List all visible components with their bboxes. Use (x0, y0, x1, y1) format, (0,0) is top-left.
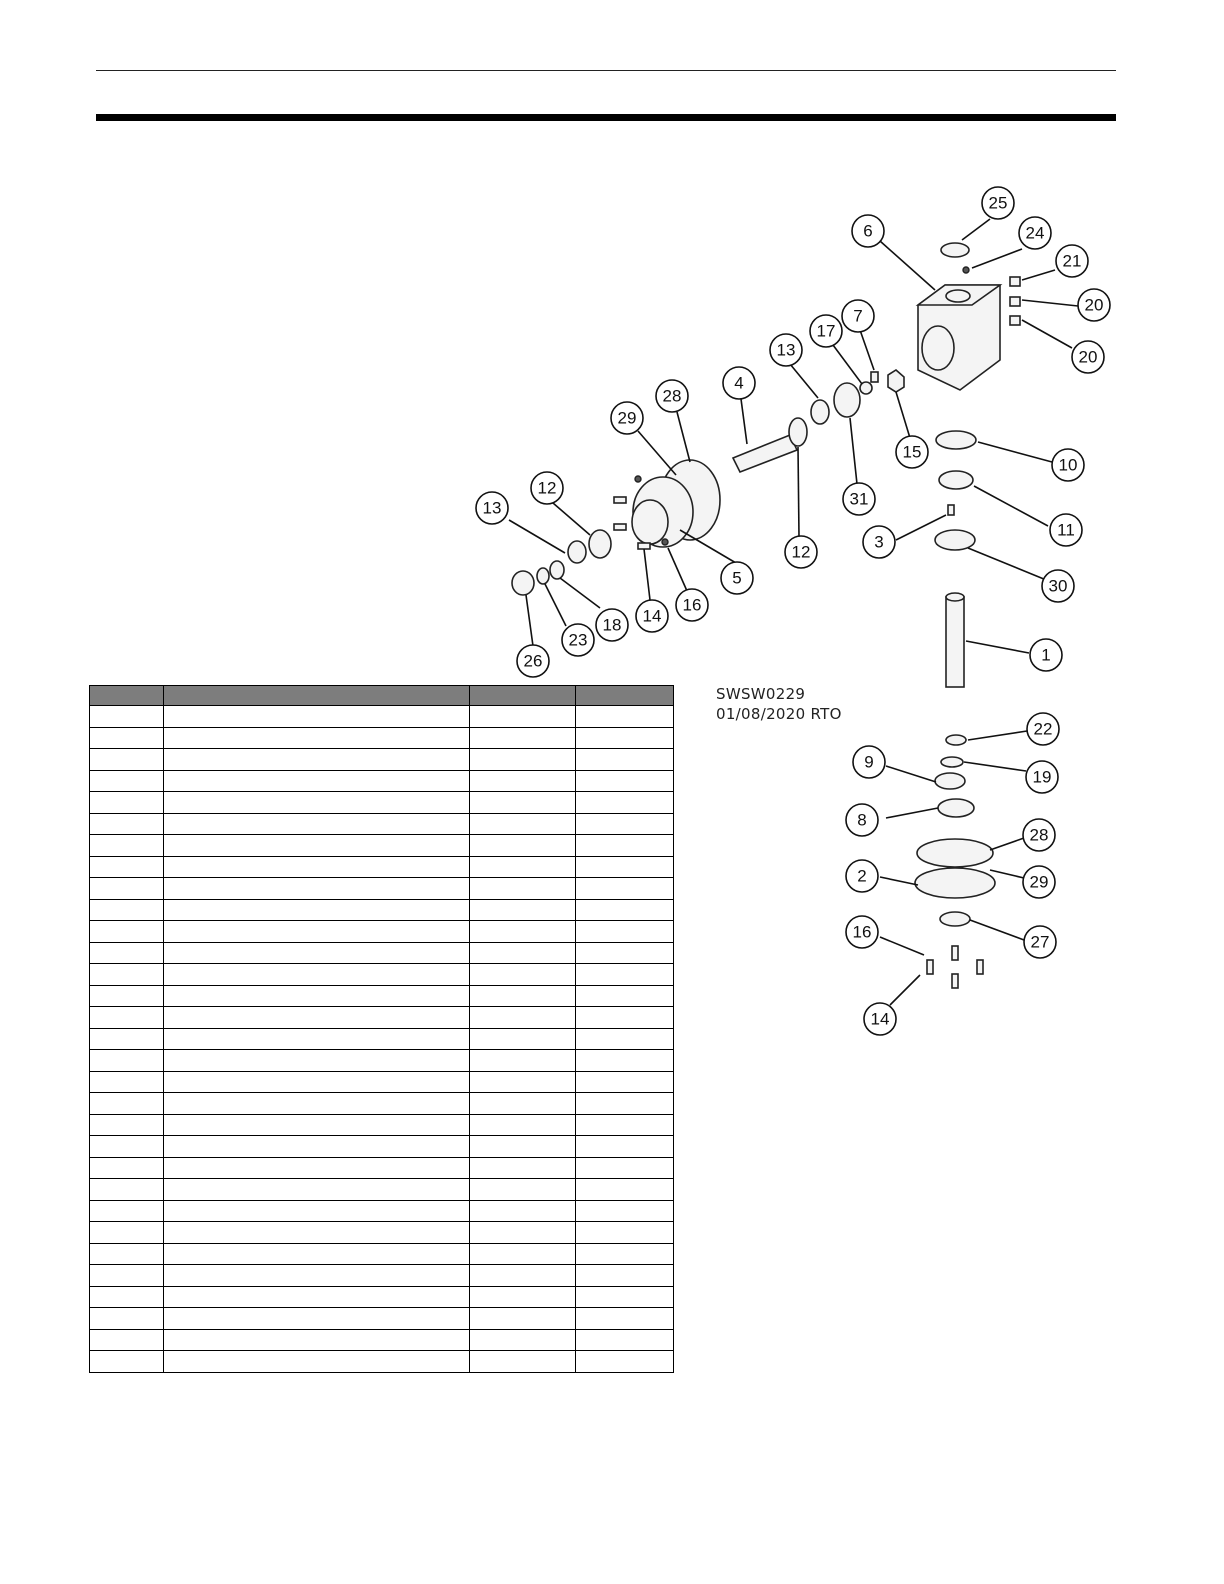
table-cell (576, 921, 674, 943)
table-row (90, 1286, 674, 1308)
svg-text:6: 6 (863, 221, 873, 241)
table-row (90, 899, 674, 921)
table-cell (90, 770, 164, 792)
table-row (90, 878, 674, 900)
callout-28-a (656, 380, 688, 412)
table-cell (90, 1007, 164, 1029)
svg-text:3: 3 (874, 532, 884, 552)
seal-12-lower (589, 530, 611, 558)
table-cell (470, 770, 576, 792)
callout-12-a (531, 472, 563, 504)
flange-2 (915, 868, 995, 898)
table-cell (90, 1071, 164, 1093)
callout-11 (1050, 514, 1082, 546)
svg-text:25: 25 (988, 193, 1008, 213)
table-cell (576, 942, 674, 964)
table-cell (576, 1222, 674, 1244)
table-cell (470, 1329, 576, 1351)
table-row (90, 1351, 674, 1373)
drawing-date: 01/08/2020 RTO (716, 705, 842, 723)
callout-15 (896, 436, 928, 468)
table-cell (470, 942, 576, 964)
callout-26 (517, 645, 549, 677)
table-cell (576, 856, 674, 878)
table-cell (90, 1179, 164, 1201)
gasket-28 (917, 839, 993, 867)
table-row (90, 921, 674, 943)
table-cell (90, 1157, 164, 1179)
svg-text:17: 17 (816, 321, 836, 341)
table-cell (164, 1179, 470, 1201)
callout-17 (810, 315, 842, 347)
small-ball (963, 267, 969, 273)
table-cell (90, 899, 164, 921)
table-cell (470, 964, 576, 986)
table-cell (164, 1243, 470, 1265)
table-row (90, 813, 674, 835)
callout-29-b (1023, 866, 1055, 898)
table-cell (90, 727, 164, 749)
table-cell (90, 1243, 164, 1265)
table-row (90, 1200, 674, 1222)
table-cell (470, 921, 576, 943)
svg-text:26: 26 (523, 651, 543, 671)
table-row (90, 770, 674, 792)
table-cell (576, 1286, 674, 1308)
table-row (90, 856, 674, 878)
washer-19 (941, 757, 963, 767)
svg-text:5: 5 (732, 568, 742, 588)
svg-text:23: 23 (568, 630, 588, 650)
key-7 (871, 372, 878, 382)
table-row (90, 1050, 674, 1072)
callout-8 (846, 804, 878, 836)
table-cell (90, 1093, 164, 1115)
table-cell (576, 1157, 674, 1179)
svg-text:15: 15 (902, 442, 922, 462)
callout-6 (852, 215, 884, 247)
table-cell (90, 985, 164, 1007)
svg-text:24: 24 (1025, 223, 1045, 243)
table-cell (90, 1329, 164, 1351)
table-cell (164, 899, 470, 921)
table-cell (90, 749, 164, 771)
table-cell (164, 856, 470, 878)
bearing-housing-5 (632, 477, 693, 547)
callout-14-a (636, 600, 668, 632)
header-cell (90, 686, 164, 706)
table-cell (90, 1222, 164, 1244)
table-cell (470, 813, 576, 835)
callout-3 (863, 526, 895, 558)
table-cell (90, 878, 164, 900)
table-cell (576, 813, 674, 835)
table-cell (164, 1050, 470, 1072)
table-cell (576, 770, 674, 792)
table-row (90, 749, 674, 771)
table-cell (164, 1136, 470, 1158)
table-cell (470, 1179, 576, 1201)
callout-21 (1056, 245, 1088, 277)
table-cell (90, 856, 164, 878)
callout-5 (721, 562, 753, 594)
table-row (90, 727, 674, 749)
table-row (90, 1136, 674, 1158)
table-cell (576, 1136, 674, 1158)
table-cell (470, 1136, 576, 1158)
table-cell (576, 985, 674, 1007)
table-cell (576, 1200, 674, 1222)
table-cell (470, 727, 576, 749)
table-cell (90, 1136, 164, 1158)
table-cell (90, 921, 164, 943)
table-row (90, 1308, 674, 1330)
callout-16-b (846, 916, 878, 948)
table-cell (470, 706, 576, 728)
table-cell (470, 1351, 576, 1373)
table-cell (576, 727, 674, 749)
table-cell (164, 964, 470, 986)
callout-31 (843, 483, 875, 515)
table-cell (90, 835, 164, 857)
table-cell (576, 899, 674, 921)
svg-text:28: 28 (1029, 825, 1049, 845)
svg-text:18: 18 (602, 615, 622, 635)
table-cell (164, 706, 470, 728)
table-cell (470, 1200, 576, 1222)
plugs (1010, 277, 1020, 325)
bearing-cup-8 (938, 799, 974, 817)
table-cell (470, 1243, 576, 1265)
table-row (90, 1114, 674, 1136)
snap-ring-22 (946, 735, 966, 745)
callout-28-b (1023, 819, 1055, 851)
horizontal-shaft-4 (733, 435, 797, 472)
table-cell (164, 1329, 470, 1351)
table-cell (164, 1028, 470, 1050)
table-cell (576, 1007, 674, 1029)
seal-27 (940, 912, 970, 926)
table-row (90, 706, 674, 728)
table-cell (164, 1265, 470, 1287)
callout-29-a (611, 402, 643, 434)
table-cell (470, 1114, 576, 1136)
table-cell (576, 1329, 674, 1351)
svg-text:16: 16 (852, 922, 872, 942)
table-cell (90, 1028, 164, 1050)
table-cell (164, 1071, 470, 1093)
table-cell (164, 1351, 470, 1373)
table-row (90, 1093, 674, 1115)
svg-text:4: 4 (734, 373, 744, 393)
table-cell (164, 835, 470, 857)
svg-text:13: 13 (776, 340, 796, 360)
table-cell (164, 813, 470, 835)
table-cell (470, 856, 576, 878)
washer-18 (550, 561, 564, 579)
callout-9 (853, 746, 885, 778)
table-cell (576, 706, 674, 728)
table-row (90, 835, 674, 857)
svg-text:21: 21 (1062, 251, 1082, 271)
table-cell (90, 1265, 164, 1287)
bearing-cup-10 (936, 431, 976, 449)
table-cell (90, 813, 164, 835)
table-row (90, 1243, 674, 1265)
table-cell (470, 1157, 576, 1179)
table-cell (164, 985, 470, 1007)
svg-text:14: 14 (642, 606, 662, 626)
table-cell (90, 792, 164, 814)
table-cell (90, 1200, 164, 1222)
bearing-13-upper (811, 400, 829, 424)
header-cell (470, 686, 576, 706)
table-cell (164, 727, 470, 749)
table-cell (164, 792, 470, 814)
table-cell (164, 770, 470, 792)
callout-12-b (785, 536, 817, 568)
gearbox-housing (918, 285, 1000, 390)
table-cell (470, 1222, 576, 1244)
svg-text:29: 29 (1029, 872, 1049, 892)
callout-10 (1052, 449, 1084, 481)
header-cell (164, 686, 470, 706)
callout-20-b (1072, 341, 1104, 373)
svg-text:27: 27 (1030, 932, 1050, 952)
table-row (90, 1028, 674, 1050)
table-cell (164, 921, 470, 943)
svg-text:12: 12 (537, 478, 557, 498)
table-cell (576, 1028, 674, 1050)
svg-text:29: 29 (617, 408, 637, 428)
svg-text:16: 16 (682, 595, 702, 615)
table-cell (470, 1028, 576, 1050)
callout-13-a (770, 334, 802, 366)
table-cell (470, 878, 576, 900)
table-row (90, 1329, 674, 1351)
table-row (90, 1179, 674, 1201)
table-cell (164, 1200, 470, 1222)
vertical-shaft-1 (946, 593, 964, 687)
svg-text:20: 20 (1084, 295, 1104, 315)
svg-text:9: 9 (864, 752, 874, 772)
svg-text:10: 10 (1058, 455, 1078, 475)
svg-text:31: 31 (849, 489, 869, 509)
svg-text:8: 8 (857, 810, 867, 830)
table-cell (576, 1308, 674, 1330)
table-row (90, 942, 674, 964)
callout-19 (1026, 761, 1058, 793)
svg-text:12: 12 (791, 542, 811, 562)
table-cell (470, 792, 576, 814)
table-row (90, 1157, 674, 1179)
callout-2 (846, 860, 878, 892)
table-cell (164, 1157, 470, 1179)
svg-text:7: 7 (853, 306, 863, 326)
table-cell (164, 1114, 470, 1136)
table-row (90, 964, 674, 986)
table-cell (470, 749, 576, 771)
table-row (90, 1265, 674, 1287)
table-body (90, 706, 674, 1373)
table-cell (164, 1007, 470, 1029)
header-cell (576, 686, 674, 706)
table-cell (576, 749, 674, 771)
table-row (90, 1222, 674, 1244)
table-cell (470, 1071, 576, 1093)
table-cell (90, 1351, 164, 1373)
callout-27 (1024, 926, 1056, 958)
table-cell (576, 1179, 674, 1201)
table-cell (576, 1351, 674, 1373)
callout-1 (1030, 639, 1062, 671)
table-cell (164, 749, 470, 771)
table-cell (164, 1222, 470, 1244)
table-cell (576, 1114, 674, 1136)
svg-text:2: 2 (857, 866, 867, 886)
table-row (90, 1071, 674, 1093)
svg-text:30: 30 (1048, 576, 1068, 596)
table-cell (90, 942, 164, 964)
table-header-row (90, 686, 674, 706)
bevel-gear-30 (935, 530, 975, 550)
nut-15 (888, 370, 904, 392)
bearing-cone-9 (935, 773, 965, 789)
table-cell (576, 1093, 674, 1115)
table-cell (90, 964, 164, 986)
callout-18 (596, 609, 628, 641)
table-cell (164, 942, 470, 964)
svg-text:22: 22 (1033, 719, 1053, 739)
callout-30 (1042, 570, 1074, 602)
table-cell (90, 1050, 164, 1072)
table-cell (470, 985, 576, 1007)
svg-text:19: 19 (1032, 767, 1052, 787)
table-cell (576, 1243, 674, 1265)
table-cell (90, 1286, 164, 1308)
svg-text:20: 20 (1078, 347, 1098, 367)
callout-14-b (864, 1003, 896, 1035)
svg-text:11: 11 (1057, 520, 1075, 540)
callout-7 (842, 300, 874, 332)
table-row (90, 985, 674, 1007)
table-cell (164, 1308, 470, 1330)
table-cell (470, 899, 576, 921)
drawing-reference (716, 684, 842, 724)
callout-4 (723, 367, 755, 399)
svg-text:13: 13 (482, 498, 502, 518)
table-cell (576, 878, 674, 900)
table-cell (90, 1308, 164, 1330)
table-cell (470, 1093, 576, 1115)
callout-24 (1019, 217, 1051, 249)
bearing-cone-11 (939, 471, 973, 489)
table-cell (576, 792, 674, 814)
snap-ring-top (941, 243, 969, 257)
table-cell (576, 1265, 674, 1287)
table-cell (576, 1071, 674, 1093)
callout-23 (562, 624, 594, 656)
seal-26 (512, 571, 534, 595)
parts-list-table (89, 685, 674, 1373)
table-cell (164, 878, 470, 900)
svg-text:14: 14 (870, 1009, 890, 1029)
bearing-13-lower (568, 541, 586, 563)
table-cell (164, 1286, 470, 1308)
table-cell (470, 1050, 576, 1072)
table-cell (90, 1114, 164, 1136)
drawing-code: SWSW0229 (716, 685, 806, 703)
table-cell (576, 964, 674, 986)
svg-text:28: 28 (662, 386, 682, 406)
bolts-bottom (927, 946, 983, 988)
table-cell (470, 1007, 576, 1029)
table-cell (576, 1050, 674, 1072)
callout-16-a (676, 589, 708, 621)
table-row (90, 792, 674, 814)
seal-12-upper (789, 418, 807, 446)
table-cell (470, 1286, 576, 1308)
ring-23 (537, 568, 549, 584)
key-3 (948, 505, 954, 515)
table-cell (164, 1093, 470, 1115)
table-cell (470, 1308, 576, 1330)
callout-25 (982, 187, 1014, 219)
svg-text:1: 1 (1041, 645, 1051, 665)
table-cell (470, 835, 576, 857)
callout-20-a (1078, 289, 1110, 321)
callout-13-b (476, 492, 508, 524)
table-cell (90, 706, 164, 728)
table-cell (470, 1265, 576, 1287)
pinion-gear-31 (834, 383, 860, 417)
callout-22 (1027, 713, 1059, 745)
table-cell (576, 835, 674, 857)
table-row (90, 1007, 674, 1029)
